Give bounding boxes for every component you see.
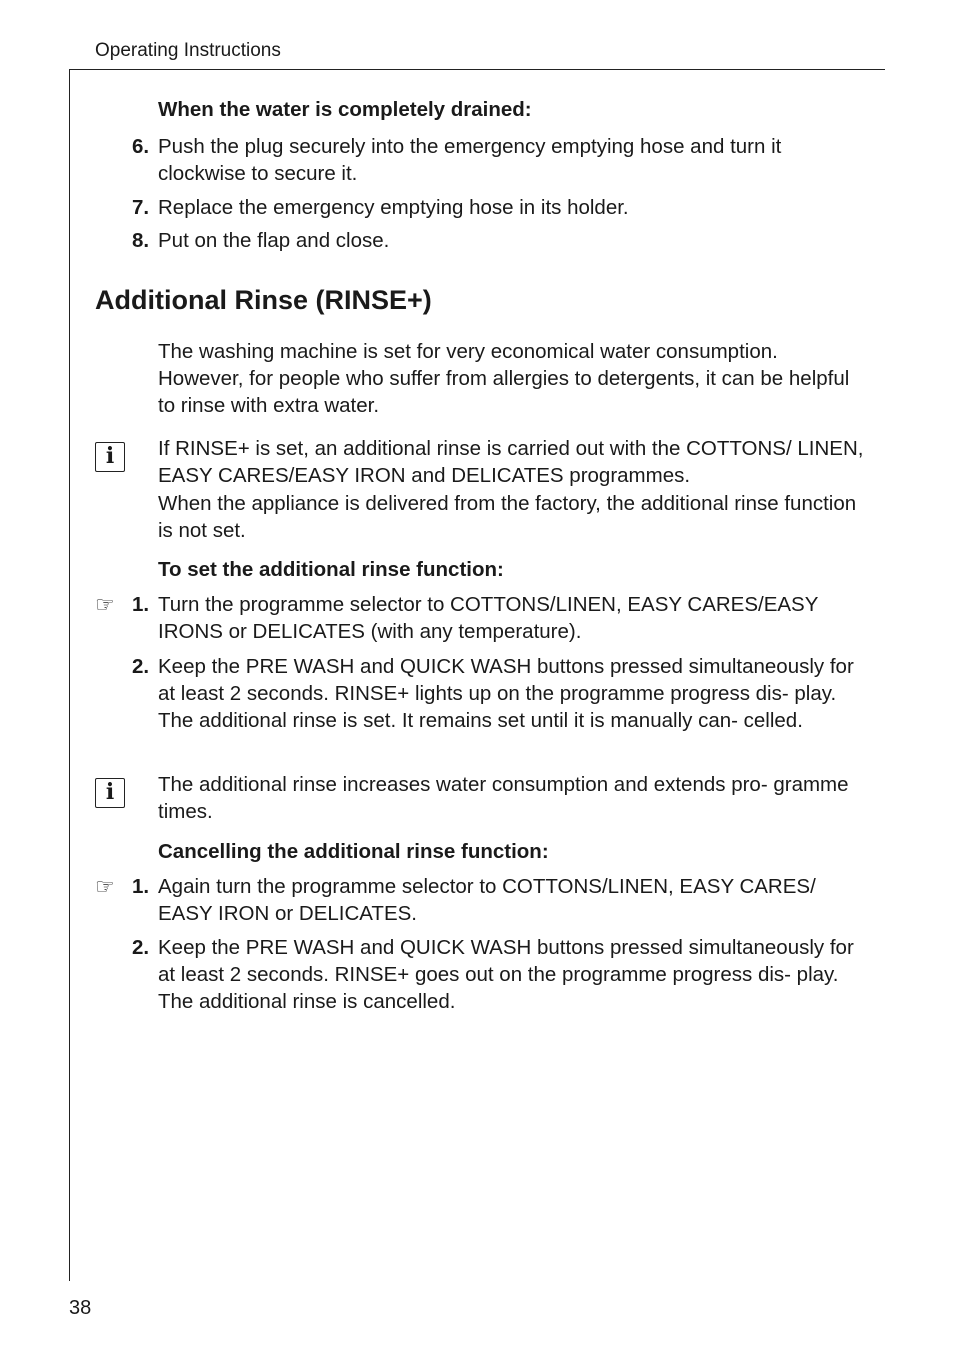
info-icon: i [95, 778, 125, 808]
header-rule [69, 69, 885, 70]
section-heading: Additional Rinse (RINSE+) [95, 285, 432, 315]
step-text: Keep the PRE WASH and QUICK WASH buttons pressed simultaneously for at least 2 seconds. RINSE+ lights up on the programme progress dis- play. The additional rinse is set. It remains set until it is manually can- celled. [158, 655, 854, 732]
step-number: 1. [132, 593, 150, 616]
cancel-subheading: Cancelling the additional rinse function: [158, 840, 549, 863]
step-number: 6. [132, 135, 150, 158]
set-subheading: To set the additional rinse function: [158, 558, 504, 581]
page-header: Operating Instructions [95, 40, 281, 61]
intro-paragraph: The washing machine is set for very economical water consumption. However, for people who suffer from allergies to detergents, it can be helpful to rinse with extra water. [158, 340, 850, 417]
info-paragraph: The additional rinse increases water consumption and extends pro- gramme times. [158, 773, 849, 823]
step-text: Turn the programme selector to COTTONS/LINEN, EASY CARES/EASY IRONS or DELICATES (with any temperature). [158, 593, 819, 643]
step-text: Keep the PRE WASH and QUICK WASH buttons pressed simultaneously for at least 2 seconds. RINSE+ goes out on the programme progress dis- play. The additional rinse is cancelled. [158, 936, 854, 1013]
step-number: 7. [132, 196, 150, 219]
info-icon: i [95, 442, 125, 472]
step-number: 2. [132, 655, 150, 678]
info-paragraph: If RINSE+ is set, an additional rinse is carried out with the COTTONS/ LINEN, EASY CARES/EASY IRON and DELICATES programmes. [158, 437, 864, 487]
step-text: Push the plug securely into the emergency emptying hose and turn it clockwise to secure it. [158, 135, 782, 185]
step-number: 8. [132, 229, 150, 252]
step-text: Put on the flap and close. [158, 229, 390, 252]
step-number: 1. [132, 875, 150, 898]
step-text: Replace the emergency emptying hose in its holder. [158, 196, 629, 219]
pointing-hand-icon: ☞ [95, 592, 115, 617]
step-text: Again turn the programme selector to COTTONS/LINEN, EASY CARES/ EASY IRON or DELICATES. [158, 875, 816, 925]
drain-subheading: When the water is completely drained: [158, 98, 532, 121]
page-number: 38 [69, 1297, 92, 1319]
margin-rule [69, 69, 70, 1281]
step-number: 2. [132, 936, 150, 959]
info-paragraph-continued: When the appliance is delivered from the factory, the additional rinse function is not set. [158, 492, 857, 542]
pointing-hand-icon: ☞ [95, 874, 115, 899]
